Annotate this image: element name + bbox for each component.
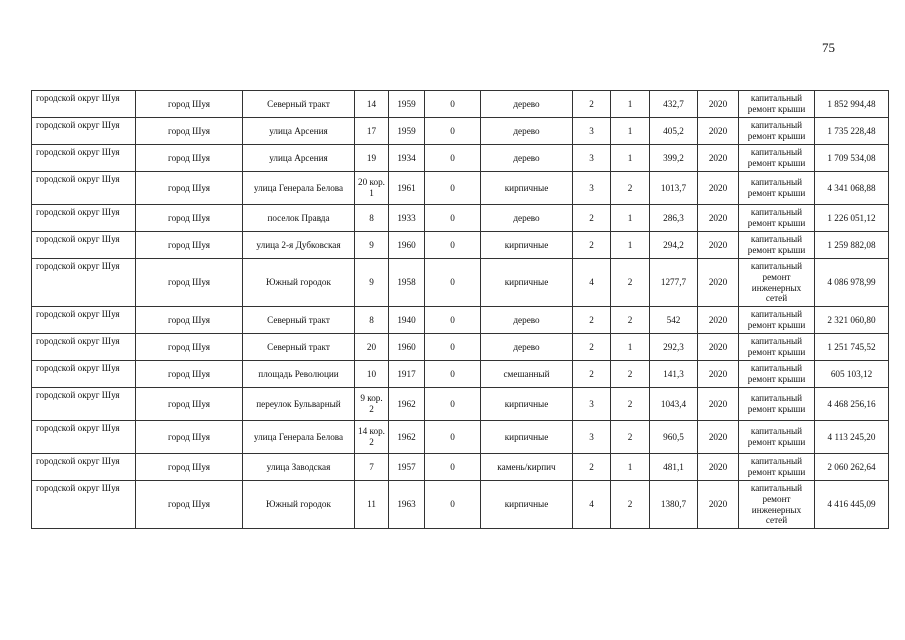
city-cell: город Шуя — [136, 361, 243, 388]
plan-year-cell: 2020 — [698, 232, 739, 259]
zero-value-cell: 0 — [425, 232, 481, 259]
build-year-cell: 1961 — [389, 172, 425, 205]
area-cell: 1013,7 — [650, 172, 698, 205]
build-year-cell: 1958 — [389, 259, 425, 307]
zero-value-cell: 0 — [425, 481, 481, 529]
street-cell: улица Генерала Белова — [243, 421, 355, 454]
plan-year-cell: 2020 — [698, 481, 739, 529]
plan-year-cell: 2020 — [698, 172, 739, 205]
area-cell: 481,1 — [650, 454, 698, 481]
table-row — [32, 481, 889, 529]
floors-cell: 4 — [573, 259, 611, 307]
table-row — [32, 232, 889, 259]
work-type-cell: капитальный ремонт крыши — [739, 205, 815, 232]
street-cell: Северный тракт — [243, 307, 355, 334]
plan-year-cell: 2020 — [698, 205, 739, 232]
area-cell: 292,3 — [650, 334, 698, 361]
floors-cell: 3 — [573, 145, 611, 172]
entrances-cell: 2 — [611, 307, 650, 334]
cost-cell: 1 251 745,52 — [815, 334, 889, 361]
plan-year-cell: 2020 — [698, 118, 739, 145]
zero-value-cell: 0 — [425, 334, 481, 361]
owner-cell: городской округ Шуя — [32, 118, 136, 145]
table-row — [32, 334, 889, 361]
house-number-cell: 9 — [355, 232, 389, 259]
zero-value-cell: 0 — [425, 454, 481, 481]
table-row — [32, 145, 889, 172]
area-cell: 141,3 — [650, 361, 698, 388]
page-number: 75 — [822, 40, 835, 55]
entrances-cell: 1 — [611, 334, 650, 361]
wall-material-cell: кирпичные — [481, 388, 573, 421]
house-number-cell: 14 — [355, 91, 389, 118]
area-cell: 1043,4 — [650, 388, 698, 421]
build-year-cell: 1934 — [389, 145, 425, 172]
housing-repair-table — [31, 90, 889, 529]
build-year-cell: 1933 — [389, 205, 425, 232]
wall-material-cell: кирпичные — [481, 259, 573, 307]
floors-cell: 2 — [573, 454, 611, 481]
entrances-cell: 2 — [611, 361, 650, 388]
wall-material-cell: дерево — [481, 307, 573, 334]
owner-cell: городской округ Шуя — [32, 172, 136, 205]
work-type-cell: капитальный ремонт крыши — [739, 361, 815, 388]
cost-cell: 4 086 978,99 — [815, 259, 889, 307]
table-row — [32, 307, 889, 334]
entrances-cell: 2 — [611, 481, 650, 529]
house-number-cell: 11 — [355, 481, 389, 529]
zero-value-cell: 0 — [425, 421, 481, 454]
entrances-cell: 1 — [611, 145, 650, 172]
cost-cell: 4 468 256,16 — [815, 388, 889, 421]
house-number-cell: 9 — [355, 259, 389, 307]
zero-value-cell: 0 — [425, 172, 481, 205]
cost-cell: 1 735 228,48 — [815, 118, 889, 145]
city-cell: город Шуя — [136, 307, 243, 334]
street-cell: улица Генерала Белова — [243, 172, 355, 205]
house-number-cell: 9 кор. 2 — [355, 388, 389, 421]
table-row — [32, 205, 889, 232]
owner-cell: городской округ Шуя — [32, 91, 136, 118]
build-year-cell: 1962 — [389, 388, 425, 421]
floors-cell: 3 — [573, 388, 611, 421]
owner-cell: городской округ Шуя — [32, 259, 136, 307]
cost-cell: 2 060 262,64 — [815, 454, 889, 481]
work-type-cell: капитальный ремонт крыши — [739, 454, 815, 481]
plan-year-cell: 2020 — [698, 307, 739, 334]
owner-cell: городской округ Шуя — [32, 361, 136, 388]
work-type-cell: капитальный ремонт крыши — [739, 172, 815, 205]
work-type-cell: капитальный ремонт крыши — [739, 145, 815, 172]
house-number-cell: 10 — [355, 361, 389, 388]
street-cell: улица Заводская — [243, 454, 355, 481]
wall-material-cell: камень/кирпич — [481, 454, 573, 481]
build-year-cell: 1963 — [389, 481, 425, 529]
floors-cell: 4 — [573, 481, 611, 529]
city-cell: город Шуя — [136, 259, 243, 307]
plan-year-cell: 2020 — [698, 388, 739, 421]
owner-cell: городской округ Шуя — [32, 145, 136, 172]
owner-cell: городской округ Шуя — [32, 307, 136, 334]
area-cell: 294,2 — [650, 232, 698, 259]
plan-year-cell: 2020 — [698, 421, 739, 454]
city-cell: город Шуя — [136, 118, 243, 145]
wall-material-cell: кирпичные — [481, 421, 573, 454]
wall-material-cell: кирпичные — [481, 172, 573, 205]
build-year-cell: 1959 — [389, 118, 425, 145]
work-type-cell: капитальный ремонт крыши — [739, 307, 815, 334]
table-row — [32, 421, 889, 454]
wall-material-cell: дерево — [481, 91, 573, 118]
street-cell: площадь Революции — [243, 361, 355, 388]
area-cell: 405,2 — [650, 118, 698, 145]
zero-value-cell: 0 — [425, 388, 481, 421]
zero-value-cell: 0 — [425, 307, 481, 334]
build-year-cell: 1959 — [389, 91, 425, 118]
entrances-cell: 1 — [611, 454, 650, 481]
table-row — [32, 388, 889, 421]
street-cell: Южный городок — [243, 481, 355, 529]
owner-cell: городской округ Шуя — [32, 388, 136, 421]
wall-material-cell: дерево — [481, 118, 573, 145]
entrances-cell: 1 — [611, 118, 650, 145]
work-type-cell: капитальный ремонт крыши — [739, 232, 815, 259]
work-type-cell: капитальный ремонт крыши — [739, 334, 815, 361]
house-number-cell: 8 — [355, 205, 389, 232]
city-cell: город Шуя — [136, 91, 243, 118]
cost-cell: 4 113 245,20 — [815, 421, 889, 454]
city-cell: город Шуя — [136, 172, 243, 205]
table-row — [32, 361, 889, 388]
build-year-cell: 1962 — [389, 421, 425, 454]
table-row — [32, 172, 889, 205]
cost-cell: 1 852 994,48 — [815, 91, 889, 118]
owner-cell: городской округ Шуя — [32, 481, 136, 529]
table-row — [32, 454, 889, 481]
cost-cell: 1 259 882,08 — [815, 232, 889, 259]
plan-year-cell: 2020 — [698, 145, 739, 172]
build-year-cell: 1940 — [389, 307, 425, 334]
floors-cell: 2 — [573, 232, 611, 259]
street-cell: Северный тракт — [243, 334, 355, 361]
cost-cell: 2 321 060,80 — [815, 307, 889, 334]
area-cell: 286,3 — [650, 205, 698, 232]
build-year-cell: 1960 — [389, 232, 425, 259]
floors-cell: 3 — [573, 172, 611, 205]
street-cell: Северный тракт — [243, 91, 355, 118]
floors-cell: 3 — [573, 421, 611, 454]
plan-year-cell: 2020 — [698, 334, 739, 361]
wall-material-cell: дерево — [481, 334, 573, 361]
owner-cell: городской округ Шуя — [32, 232, 136, 259]
city-cell: город Шуя — [136, 388, 243, 421]
table-row — [32, 259, 889, 307]
plan-year-cell: 2020 — [698, 361, 739, 388]
work-type-cell: капитальный ремонт крыши — [739, 421, 815, 454]
cost-cell: 4 341 068,88 — [815, 172, 889, 205]
city-cell: город Шуя — [136, 334, 243, 361]
entrances-cell: 2 — [611, 172, 650, 205]
floors-cell: 2 — [573, 91, 611, 118]
build-year-cell: 1960 — [389, 334, 425, 361]
plan-year-cell: 2020 — [698, 454, 739, 481]
zero-value-cell: 0 — [425, 91, 481, 118]
zero-value-cell: 0 — [425, 259, 481, 307]
work-type-cell: капитальный ремонт инженерных сетей — [739, 481, 815, 529]
build-year-cell: 1917 — [389, 361, 425, 388]
house-number-cell: 7 — [355, 454, 389, 481]
house-number-cell: 8 — [355, 307, 389, 334]
area-cell: 960,5 — [650, 421, 698, 454]
plan-year-cell: 2020 — [698, 259, 739, 307]
entrances-cell: 1 — [611, 205, 650, 232]
wall-material-cell: дерево — [481, 205, 573, 232]
owner-cell: городской округ Шуя — [32, 454, 136, 481]
cost-cell: 1 226 051,12 — [815, 205, 889, 232]
zero-value-cell: 0 — [425, 205, 481, 232]
work-type-cell: капитальный ремонт крыши — [739, 388, 815, 421]
owner-cell: городской округ Шуя — [32, 421, 136, 454]
wall-material-cell: кирпичные — [481, 481, 573, 529]
city-cell: город Шуя — [136, 232, 243, 259]
house-number-cell: 19 — [355, 145, 389, 172]
wall-material-cell: смешанный — [481, 361, 573, 388]
street-cell: переулок Бульварный — [243, 388, 355, 421]
table-row — [32, 91, 889, 118]
work-type-cell: капитальный ремонт инженерных сетей — [739, 259, 815, 307]
city-cell: город Шуя — [136, 145, 243, 172]
house-number-cell: 14 кор. 2 — [355, 421, 389, 454]
wall-material-cell: кирпичные — [481, 232, 573, 259]
city-cell: город Шуя — [136, 421, 243, 454]
street-cell: Южный городок — [243, 259, 355, 307]
entrances-cell: 2 — [611, 259, 650, 307]
area-cell: 542 — [650, 307, 698, 334]
area-cell: 1380,7 — [650, 481, 698, 529]
house-number-cell: 20 кор. 1 — [355, 172, 389, 205]
owner-cell: городской округ Шуя — [32, 334, 136, 361]
area-cell: 399,2 — [650, 145, 698, 172]
floors-cell: 2 — [573, 205, 611, 232]
build-year-cell: 1957 — [389, 454, 425, 481]
house-number-cell: 17 — [355, 118, 389, 145]
floors-cell: 3 — [573, 118, 611, 145]
entrances-cell: 1 — [611, 232, 650, 259]
cost-cell: 4 416 445,09 — [815, 481, 889, 529]
street-cell: поселок Правда — [243, 205, 355, 232]
floors-cell: 2 — [573, 307, 611, 334]
owner-cell: городской округ Шуя — [32, 205, 136, 232]
entrances-cell: 2 — [611, 421, 650, 454]
street-cell: улица Арсения — [243, 145, 355, 172]
street-cell: улица 2-я Дубковская — [243, 232, 355, 259]
floors-cell: 2 — [573, 334, 611, 361]
zero-value-cell: 0 — [425, 118, 481, 145]
work-type-cell: капитальный ремонт крыши — [739, 91, 815, 118]
area-cell: 1277,7 — [650, 259, 698, 307]
floors-cell: 2 — [573, 361, 611, 388]
table-row — [32, 118, 889, 145]
entrances-cell: 1 — [611, 91, 650, 118]
cost-cell: 605 103,12 — [815, 361, 889, 388]
street-cell: улица Арсения — [243, 118, 355, 145]
zero-value-cell: 0 — [425, 361, 481, 388]
work-type-cell: капитальный ремонт крыши — [739, 118, 815, 145]
house-number-cell: 20 — [355, 334, 389, 361]
area-cell: 432,7 — [650, 91, 698, 118]
plan-year-cell: 2020 — [698, 91, 739, 118]
zero-value-cell: 0 — [425, 145, 481, 172]
cost-cell: 1 709 534,08 — [815, 145, 889, 172]
city-cell: город Шуя — [136, 481, 243, 529]
city-cell: город Шуя — [136, 454, 243, 481]
wall-material-cell: дерево — [481, 145, 573, 172]
table-body — [32, 91, 889, 529]
city-cell: город Шуя — [136, 205, 243, 232]
entrances-cell: 2 — [611, 388, 650, 421]
